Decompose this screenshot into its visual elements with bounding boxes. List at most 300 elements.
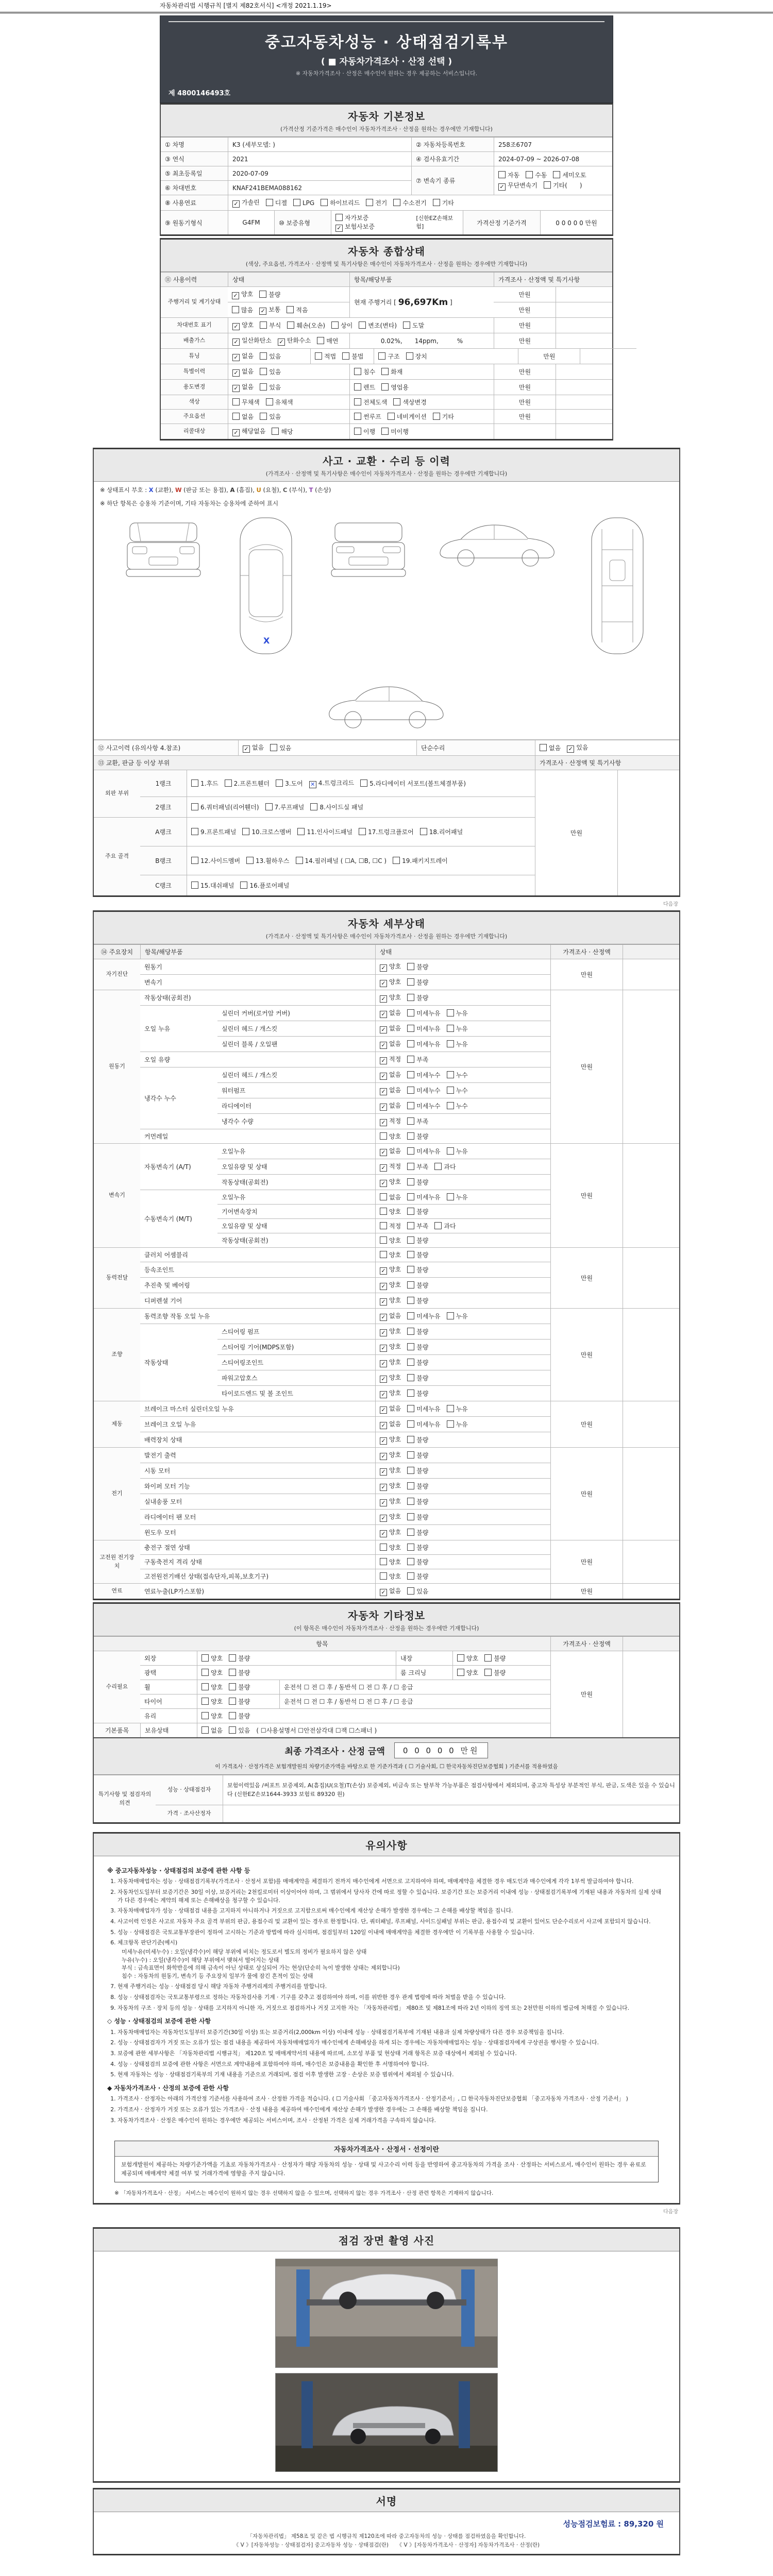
checkbox-option[interactable]: 8.사이드실 패널	[310, 803, 363, 811]
unchecked-checkbox-icon[interactable]	[225, 779, 232, 787]
checkbox-option[interactable]: 양호	[380, 1132, 401, 1141]
checkbox-option[interactable]: 자가보증	[335, 214, 368, 222]
checkbox-option[interactable]: 미세누유	[407, 1420, 440, 1429]
checkbox-option[interactable]: 없음	[380, 1193, 401, 1201]
checkbox-option[interactable]: 세미오토	[553, 172, 586, 179]
unchecked-checkbox-icon[interactable]	[407, 1312, 414, 1319]
checkbox-option[interactable]: 수동	[526, 172, 547, 179]
checked-checkbox-icon[interactable]: ✓	[380, 980, 387, 987]
checkbox-option[interactable]: 불량	[259, 290, 280, 299]
unchecked-checkbox-icon[interactable]	[433, 199, 440, 206]
unchecked-checkbox-icon[interactable]	[287, 321, 294, 329]
unchecked-checkbox-icon[interactable]	[407, 1266, 414, 1273]
checkbox-option[interactable]: ✓ 양호	[380, 962, 401, 972]
checked-checkbox-icon[interactable]: ✓	[380, 1406, 387, 1414]
unchecked-checkbox-icon[interactable]	[310, 803, 317, 810]
checkbox-option[interactable]: 구조	[378, 352, 399, 361]
checkbox-option[interactable]: 전기	[366, 198, 387, 207]
checkbox-option[interactable]: 누유	[447, 1009, 468, 1018]
unchecked-checkbox-icon[interactable]	[317, 337, 324, 344]
checkbox-option[interactable]: 도말	[403, 321, 424, 330]
checkbox-option[interactable]: 불량	[407, 1343, 428, 1351]
checked-checkbox-icon[interactable]: ✓	[380, 1484, 387, 1491]
unchecked-checkbox-icon[interactable]	[201, 1669, 209, 1676]
checkbox-option[interactable]: 불량	[407, 962, 428, 971]
unchecked-checkbox-icon[interactable]	[407, 1178, 414, 1185]
unchecked-checkbox-icon[interactable]	[544, 181, 551, 189]
unchecked-checkbox-icon[interactable]	[380, 1236, 387, 1244]
checkbox-option[interactable]: ✓ 없음	[380, 1070, 401, 1080]
checkbox-option[interactable]: 있음	[260, 352, 281, 361]
checkbox-option[interactable]: ✓ 없음	[380, 1039, 401, 1049]
checkbox-option[interactable]: 미세누유	[407, 1009, 440, 1018]
unchecked-checkbox-icon[interactable]	[296, 857, 303, 864]
checkbox-option[interactable]: 양호	[457, 1668, 478, 1677]
checkbox-option[interactable]: 미세누유	[407, 1040, 440, 1048]
unchecked-checkbox-icon[interactable]	[272, 428, 279, 435]
unchecked-checkbox-icon[interactable]	[259, 291, 266, 298]
checked-checkbox-icon[interactable]: ✕	[309, 781, 316, 788]
checkbox-option[interactable]: ✓ 없음	[380, 1101, 401, 1111]
unchecked-checkbox-icon[interactable]	[354, 413, 361, 420]
checkbox-option[interactable]: 불량	[407, 1482, 428, 1490]
checkbox-option[interactable]: ✓ 양호	[380, 1327, 401, 1336]
checkbox-option[interactable]: 16.플로어패널	[240, 881, 289, 890]
checkbox-option[interactable]: 부족	[407, 1117, 428, 1126]
checkbox-option[interactable]: 불량	[229, 1683, 250, 1691]
unchecked-checkbox-icon[interactable]	[331, 321, 339, 329]
checkbox-option[interactable]: LPG	[293, 199, 314, 207]
unchecked-checkbox-icon[interactable]	[393, 199, 400, 206]
checkbox-option[interactable]: 양호	[201, 1697, 223, 1706]
unchecked-checkbox-icon[interactable]	[498, 171, 506, 178]
unchecked-checkbox-icon[interactable]	[407, 1208, 414, 1215]
unchecked-checkbox-icon[interactable]	[407, 1025, 414, 1032]
checkbox-option[interactable]: 양호	[380, 1207, 401, 1216]
checked-checkbox-icon[interactable]: ✓	[380, 1589, 387, 1596]
checkbox-option[interactable]: ✓ 적정	[380, 1116, 401, 1126]
checkbox-option[interactable]: 썬루프	[354, 412, 381, 421]
unchecked-checkbox-icon[interactable]	[260, 413, 267, 420]
unchecked-checkbox-icon[interactable]	[407, 1071, 414, 1078]
unchecked-checkbox-icon[interactable]	[201, 1683, 209, 1690]
unchecked-checkbox-icon[interactable]	[270, 744, 277, 751]
unchecked-checkbox-icon[interactable]	[407, 1328, 414, 1335]
checkbox-option[interactable]: 디젤	[266, 198, 287, 207]
checkbox-option[interactable]: 자동	[498, 172, 519, 179]
checkbox-option[interactable]: 12.사이드멤버	[191, 856, 240, 865]
checkbox-option[interactable]: 1.후드	[191, 779, 219, 788]
checkbox-option[interactable]: 적음	[287, 306, 308, 314]
checkbox-option[interactable]: 양호	[201, 1683, 223, 1691]
unchecked-checkbox-icon[interactable]	[447, 1147, 454, 1155]
checkbox-option[interactable]: 미세누수	[407, 1071, 440, 1079]
unchecked-checkbox-icon[interactable]	[287, 306, 294, 313]
unchecked-checkbox-icon[interactable]	[407, 1374, 414, 1381]
unchecked-checkbox-icon[interactable]	[447, 1025, 454, 1032]
checkbox-option[interactable]: ✓ 없음	[243, 743, 264, 753]
checkbox-option[interactable]: ✓ 없음	[380, 1419, 401, 1429]
unchecked-checkbox-icon[interactable]	[407, 1056, 414, 1063]
checked-checkbox-icon[interactable]: ✓	[380, 1314, 387, 1321]
checkbox-option[interactable]: 불법	[342, 352, 363, 361]
unchecked-checkbox-icon[interactable]	[297, 828, 305, 835]
checkbox-option[interactable]: 불량	[407, 1374, 428, 1382]
checkbox-option[interactable]: 불량	[407, 1435, 428, 1444]
checkbox-option[interactable]: ✓ 탄화수소	[278, 336, 311, 346]
checkbox-option[interactable]: 미세누유	[407, 1147, 440, 1156]
unchecked-checkbox-icon[interactable]	[246, 857, 254, 864]
checkbox-option[interactable]: 무채색	[232, 398, 260, 406]
checkbox-option[interactable]: 유채색	[266, 398, 293, 406]
checked-checkbox-icon[interactable]: ✓	[380, 1345, 387, 1352]
checkbox-option[interactable]: ✓ 양호	[380, 1388, 401, 1398]
unchecked-checkbox-icon[interactable]	[447, 1312, 454, 1319]
checkbox-option[interactable]: 14.필러패널 ( ☐A, ☐B, ☐C )	[296, 856, 387, 865]
unchecked-checkbox-icon[interactable]	[403, 321, 410, 329]
checked-checkbox-icon[interactable]: ✓	[380, 1468, 387, 1476]
unchecked-checkbox-icon[interactable]	[407, 1193, 414, 1200]
unchecked-checkbox-icon[interactable]	[321, 199, 328, 206]
checkbox-option[interactable]: 있음	[260, 383, 281, 392]
checkbox-option[interactable]: 양호	[380, 1543, 401, 1552]
unchecked-checkbox-icon[interactable]	[360, 779, 367, 787]
checkbox-option[interactable]: 불량	[407, 1207, 428, 1216]
checkbox-option[interactable]: 누수	[447, 1071, 468, 1079]
unchecked-checkbox-icon[interactable]	[276, 779, 283, 787]
checkbox-option[interactable]: 있음	[229, 1727, 250, 1734]
checkbox-option[interactable]: 양호	[380, 1236, 401, 1245]
unchecked-checkbox-icon[interactable]	[242, 828, 249, 835]
unchecked-checkbox-icon[interactable]	[191, 857, 198, 864]
unchecked-checkbox-icon[interactable]	[266, 398, 273, 405]
unchecked-checkbox-icon[interactable]	[407, 1132, 414, 1140]
checkbox-option[interactable]: 누유	[447, 1040, 468, 1048]
unchecked-checkbox-icon[interactable]	[484, 1654, 492, 1662]
checkbox-option[interactable]: 불량	[407, 1250, 428, 1259]
checkbox-option[interactable]: ✓ 양호	[380, 1342, 401, 1352]
checked-checkbox-icon[interactable]: ✓	[232, 369, 240, 377]
checkbox-option[interactable]: 누유	[447, 1193, 468, 1201]
unchecked-checkbox-icon[interactable]	[260, 321, 267, 329]
checkbox-option[interactable]: ✓ 없음	[380, 1146, 401, 1156]
checked-checkbox-icon[interactable]: ✓	[243, 745, 250, 753]
checkbox-option[interactable]: 누유	[447, 1024, 468, 1033]
checkbox-option[interactable]: ✓ 없음	[380, 1311, 401, 1321]
checkbox-option[interactable]: ✓ 없음	[232, 382, 254, 392]
checked-checkbox-icon[interactable]: ✓	[380, 1283, 387, 1290]
checkbox-option[interactable]: 불량	[407, 1557, 428, 1566]
checkbox-option[interactable]: 미이행	[381, 427, 409, 436]
checkbox-option[interactable]: 기타	[433, 198, 454, 207]
checkbox-option[interactable]: 화재	[381, 367, 402, 376]
unchecked-checkbox-icon[interactable]	[407, 1451, 414, 1459]
unchecked-checkbox-icon[interactable]	[366, 199, 373, 206]
checkbox-option[interactable]: 해당	[272, 427, 293, 436]
unchecked-checkbox-icon[interactable]	[381, 383, 389, 391]
unchecked-checkbox-icon[interactable]	[381, 428, 389, 435]
checked-checkbox-icon[interactable]: ✓	[380, 1104, 387, 1111]
checkbox-option[interactable]: 불량	[407, 978, 428, 987]
unchecked-checkbox-icon[interactable]	[540, 744, 547, 751]
unchecked-checkbox-icon[interactable]	[293, 199, 300, 206]
unchecked-checkbox-icon[interactable]	[447, 1193, 454, 1200]
unchecked-checkbox-icon[interactable]	[381, 368, 389, 375]
checkbox-option[interactable]: ✓ 있음	[567, 743, 588, 753]
checkbox-option[interactable]: 6.쿼터패널(리어휀더)	[191, 803, 259, 811]
checked-checkbox-icon[interactable]: ✓	[380, 1057, 387, 1064]
checkbox-option[interactable]: 적정	[380, 1222, 401, 1230]
unchecked-checkbox-icon[interactable]	[380, 1251, 387, 1258]
unchecked-checkbox-icon[interactable]	[191, 779, 198, 787]
unchecked-checkbox-icon[interactable]	[407, 1087, 414, 1094]
unchecked-checkbox-icon[interactable]	[388, 413, 395, 420]
checkbox-option[interactable]: 이행	[354, 427, 375, 436]
unchecked-checkbox-icon[interactable]	[526, 171, 533, 178]
checked-checkbox-icon[interactable]: ✓	[259, 308, 266, 315]
checked-checkbox-icon[interactable]: ✓	[380, 1360, 387, 1367]
checkbox-option[interactable]: 적법	[315, 352, 336, 361]
checkbox-option[interactable]: 불량	[407, 1236, 428, 1245]
checkbox-option[interactable]: 부족	[407, 1162, 428, 1171]
unchecked-checkbox-icon[interactable]	[191, 828, 198, 835]
unchecked-checkbox-icon[interactable]	[265, 803, 273, 810]
checkbox-option[interactable]: 불량	[229, 1654, 250, 1663]
unchecked-checkbox-icon[interactable]	[393, 857, 400, 864]
checkbox-option[interactable]: ✓ 양호	[380, 1450, 401, 1460]
checkbox-option[interactable]: 영업용	[381, 383, 409, 392]
checked-checkbox-icon[interactable]: ✓	[498, 183, 506, 191]
checkbox-option[interactable]: ✓ 해당없음	[232, 427, 265, 436]
checkbox-option[interactable]: ✕ 4.트렁크리드	[309, 778, 354, 788]
unchecked-checkbox-icon[interactable]	[380, 1132, 387, 1140]
unchecked-checkbox-icon[interactable]	[407, 1102, 414, 1109]
checked-checkbox-icon[interactable]: ✓	[380, 1298, 387, 1306]
unchecked-checkbox-icon[interactable]	[433, 413, 440, 420]
unchecked-checkbox-icon[interactable]	[407, 1513, 414, 1520]
checkbox-option[interactable]: 과다	[434, 1162, 456, 1171]
checkbox-option[interactable]: ✓ 양호	[380, 1512, 401, 1522]
unchecked-checkbox-icon[interactable]	[393, 398, 400, 405]
unchecked-checkbox-icon[interactable]	[407, 1009, 414, 1016]
checkbox-option[interactable]: 부식	[260, 321, 281, 330]
checkbox-option[interactable]: 수소전기	[393, 198, 426, 207]
checkbox-option[interactable]: 네비게이션	[388, 412, 427, 421]
checkbox-option[interactable]: ✓ 없음	[380, 1024, 401, 1033]
checkbox-option[interactable]: 불량	[407, 1132, 428, 1141]
checked-checkbox-icon[interactable]: ✓	[380, 1011, 387, 1018]
checkbox-option[interactable]: 누유	[447, 1312, 468, 1320]
checkbox-option[interactable]: 있음	[270, 743, 291, 752]
unchecked-checkbox-icon[interactable]	[447, 1405, 454, 1412]
checked-checkbox-icon[interactable]: ✓	[567, 745, 574, 753]
unchecked-checkbox-icon[interactable]	[407, 963, 414, 970]
unchecked-checkbox-icon[interactable]	[457, 1654, 464, 1662]
checked-checkbox-icon[interactable]: ✓	[232, 292, 239, 299]
checkbox-option[interactable]: ✓ 양호	[380, 977, 401, 987]
checkbox-option[interactable]: ✓ 양호	[380, 1296, 401, 1306]
checkbox-option[interactable]: 13.휠하우스	[246, 856, 289, 865]
checkbox-option[interactable]: 불량	[407, 1389, 428, 1398]
checkbox-option[interactable]: 불량	[407, 1466, 428, 1475]
checkbox-option[interactable]: 기타( )	[544, 182, 582, 189]
unchecked-checkbox-icon[interactable]	[407, 1297, 414, 1304]
checked-checkbox-icon[interactable]: ✓	[380, 1088, 387, 1095]
checkbox-option[interactable]: 양호	[457, 1654, 478, 1663]
unchecked-checkbox-icon[interactable]	[229, 1669, 236, 1676]
checkbox-option[interactable]: 있음	[407, 1587, 428, 1596]
unchecked-checkbox-icon[interactable]	[407, 1147, 414, 1155]
checkbox-option[interactable]: 미세누유	[407, 1193, 440, 1201]
checkbox-option[interactable]: ✓ 가솔린	[232, 198, 260, 208]
unchecked-checkbox-icon[interactable]	[229, 1654, 236, 1662]
unchecked-checkbox-icon[interactable]	[380, 1544, 387, 1551]
checked-checkbox-icon[interactable]: ✓	[232, 323, 240, 330]
checkbox-option[interactable]: 누유	[447, 1147, 468, 1156]
checkbox-option[interactable]: 누수	[447, 1101, 468, 1110]
unchecked-checkbox-icon[interactable]	[434, 1222, 442, 1229]
checkbox-option[interactable]: 미세누유	[407, 1404, 440, 1413]
unchecked-checkbox-icon[interactable]	[201, 1698, 209, 1705]
checkbox-option[interactable]: ✓ 양호	[232, 290, 253, 299]
checkbox-option[interactable]: 5.라디에이터 서포트(볼트체결부품)	[360, 779, 466, 788]
checked-checkbox-icon[interactable]: ✓	[380, 1042, 387, 1049]
checkbox-option[interactable]: ✓ 양호	[380, 1481, 401, 1491]
checked-checkbox-icon[interactable]: ✓	[380, 1180, 387, 1187]
unchecked-checkbox-icon[interactable]	[407, 1040, 414, 1047]
checked-checkbox-icon[interactable]: ✓	[380, 1453, 387, 1460]
checkbox-option[interactable]: 미세누유	[407, 1024, 440, 1033]
unchecked-checkbox-icon[interactable]	[359, 828, 366, 835]
unchecked-checkbox-icon[interactable]	[407, 1281, 414, 1289]
unchecked-checkbox-icon[interactable]	[457, 1669, 464, 1676]
unchecked-checkbox-icon[interactable]	[407, 1420, 414, 1428]
checkbox-option[interactable]: 누유	[447, 1404, 468, 1413]
checkbox-option[interactable]: 부족	[407, 1222, 428, 1230]
checked-checkbox-icon[interactable]: ✓	[380, 1164, 387, 1172]
checked-checkbox-icon[interactable]: ✓	[380, 1499, 387, 1506]
checkbox-option[interactable]: ✓ 없음	[232, 351, 254, 361]
checkbox-option[interactable]: 양호	[201, 1668, 223, 1677]
checkbox-option[interactable]: 많음	[232, 306, 253, 314]
checkbox-option[interactable]: 불량	[407, 1543, 428, 1552]
checkbox-option[interactable]: 15.대쉬패널	[191, 881, 234, 890]
checkbox-option[interactable]: 17.트렁크플로어	[359, 827, 414, 836]
checkbox-option[interactable]: 있음	[260, 367, 281, 376]
checkbox-option[interactable]: 없음	[540, 743, 561, 752]
checkbox-option[interactable]: 양호	[380, 1250, 401, 1259]
unchecked-checkbox-icon[interactable]	[420, 828, 427, 835]
unchecked-checkbox-icon[interactable]	[407, 1572, 414, 1580]
checkbox-option[interactable]: 없음	[232, 412, 254, 421]
checkbox-option[interactable]: ✓ 없음	[380, 1086, 401, 1095]
unchecked-checkbox-icon[interactable]	[232, 413, 240, 420]
checkbox-option[interactable]: 미세누수	[407, 1101, 440, 1110]
checkbox-option[interactable]: 없음	[201, 1727, 223, 1734]
unchecked-checkbox-icon[interactable]	[380, 1558, 387, 1565]
checkbox-option[interactable]: 장치	[406, 352, 427, 361]
unchecked-checkbox-icon[interactable]	[229, 1683, 236, 1690]
checkbox-option[interactable]: 2.프론트휀더	[225, 779, 270, 788]
checkbox-option[interactable]: ✓ 양호	[380, 1280, 401, 1290]
checkbox-option[interactable]: 불량	[407, 1513, 428, 1521]
checkbox-option[interactable]: 불량	[407, 1178, 428, 1187]
checkbox-option[interactable]: 3.도어	[276, 779, 303, 788]
checkbox-option[interactable]: ✓ 양호	[232, 320, 254, 330]
checkbox-option[interactable]: ✓ 양호	[380, 1177, 401, 1187]
checked-checkbox-icon[interactable]: ✓	[380, 1376, 387, 1383]
unchecked-checkbox-icon[interactable]	[229, 1726, 236, 1734]
unchecked-checkbox-icon[interactable]	[407, 1498, 414, 1505]
unchecked-checkbox-icon[interactable]	[407, 1529, 414, 1536]
unchecked-checkbox-icon[interactable]	[380, 1208, 387, 1215]
checkbox-option[interactable]: 양호	[380, 1557, 401, 1566]
unchecked-checkbox-icon[interactable]	[354, 368, 361, 375]
checkbox-option[interactable]: 불량	[407, 1528, 428, 1537]
unchecked-checkbox-icon[interactable]	[407, 1343, 414, 1350]
checked-checkbox-icon[interactable]: ✓	[232, 429, 240, 436]
checkbox-option[interactable]: 전체도색	[354, 398, 387, 406]
checkbox-option[interactable]: 미세누수	[407, 1086, 440, 1095]
checkbox-option[interactable]: 불량	[229, 1668, 250, 1677]
checked-checkbox-icon[interactable]: ✓	[232, 354, 240, 361]
unchecked-checkbox-icon[interactable]	[447, 1102, 454, 1109]
checked-checkbox-icon[interactable]: ✓	[380, 1119, 387, 1126]
checkbox-option[interactable]: ✓ 없음	[232, 367, 254, 377]
checkbox-option[interactable]: 기타	[433, 412, 454, 421]
unchecked-checkbox-icon[interactable]	[380, 1222, 387, 1229]
unchecked-checkbox-icon[interactable]	[447, 1071, 454, 1078]
checkbox-option[interactable]: 19.패키지트레이	[393, 856, 448, 865]
checkbox-option[interactable]: ✓ 양호	[380, 1435, 401, 1445]
checkbox-option[interactable]: 양호	[380, 1572, 401, 1581]
checkbox-option[interactable]: ✓ 없음	[380, 1008, 401, 1018]
checked-checkbox-icon[interactable]: ✓	[232, 385, 240, 392]
unchecked-checkbox-icon[interactable]	[232, 306, 239, 313]
unchecked-checkbox-icon[interactable]	[484, 1669, 492, 1676]
checkbox-option[interactable]: ✓ 양호	[380, 1466, 401, 1476]
unchecked-checkbox-icon[interactable]	[447, 1087, 454, 1094]
unchecked-checkbox-icon[interactable]	[447, 1420, 454, 1428]
unchecked-checkbox-icon[interactable]	[407, 994, 414, 1001]
checkbox-option[interactable]: ✓ 양호	[380, 1373, 401, 1383]
unchecked-checkbox-icon[interactable]	[407, 1389, 414, 1397]
checkbox-option[interactable]: 양호	[201, 1711, 223, 1720]
checked-checkbox-icon[interactable]: ✓	[380, 1437, 387, 1445]
checkbox-option[interactable]: 불량	[229, 1697, 250, 1706]
unchecked-checkbox-icon[interactable]	[266, 199, 273, 206]
checkbox-option[interactable]: ✓ 보험사보증	[335, 223, 375, 230]
checkbox-option[interactable]: ✓ 양호	[380, 1528, 401, 1537]
unchecked-checkbox-icon[interactable]	[407, 1467, 414, 1474]
checkbox-option[interactable]: 불량	[407, 1281, 428, 1290]
checkbox-option[interactable]: 매연	[317, 336, 338, 345]
unchecked-checkbox-icon[interactable]	[260, 383, 267, 391]
checkbox-option[interactable]: 렌트	[354, 383, 375, 392]
checked-checkbox-icon[interactable]: ✓	[380, 1026, 387, 1033]
unchecked-checkbox-icon[interactable]	[407, 1436, 414, 1443]
unchecked-checkbox-icon[interactable]	[359, 321, 366, 329]
checkbox-option[interactable]: 9.프론트패널	[191, 827, 236, 836]
unchecked-checkbox-icon[interactable]	[260, 368, 267, 375]
checked-checkbox-icon[interactable]: ✓	[232, 338, 240, 346]
unchecked-checkbox-icon[interactable]	[407, 978, 414, 986]
checked-checkbox-icon[interactable]: ✓	[380, 1073, 387, 1080]
checkbox-option[interactable]: 불량	[407, 993, 428, 1002]
checkbox-option[interactable]: ✓ 없음	[380, 1404, 401, 1414]
unchecked-checkbox-icon[interactable]	[434, 1163, 442, 1170]
unchecked-checkbox-icon[interactable]	[232, 398, 240, 405]
